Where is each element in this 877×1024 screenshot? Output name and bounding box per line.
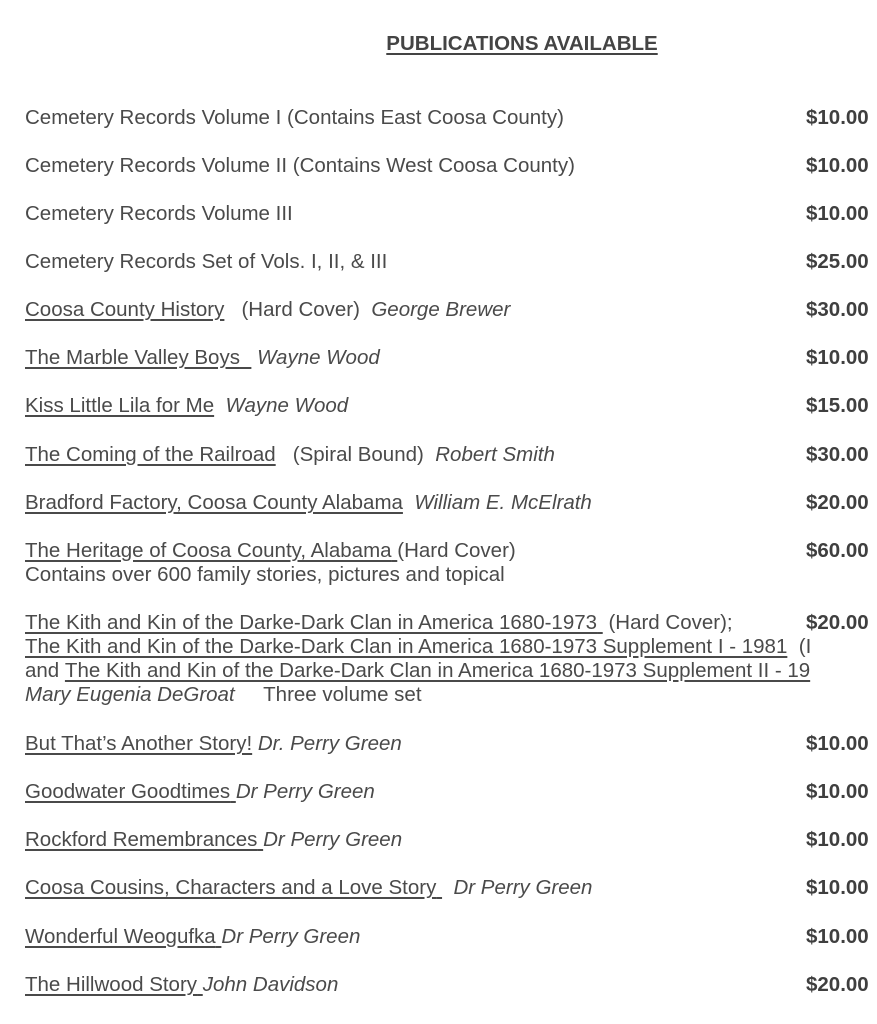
book-title: Goodwater Goodtimes — [25, 780, 231, 803]
book-title: The Coming of the Railroad — [25, 443, 276, 466]
item-text: Cemetery Records Volume III — [25, 202, 293, 225]
book-title: Rockford Remembrances — [25, 828, 258, 851]
list-item — [25, 828, 877, 852]
book-format: (I — [798, 635, 812, 658]
book-title: Wonderful Weogufka — [25, 925, 216, 948]
book-title: The Marble Valley Boys — [25, 346, 240, 369]
book-author: Robert Smith — [435, 443, 555, 466]
item-text: Cemetery Records Volume II (Contains West Coosa County) — [25, 154, 575, 177]
item-price: $20.00 — [802, 611, 869, 635]
list-item — [25, 973, 877, 997]
book-note: Three volume set — [263, 683, 422, 706]
book-author: Wayne Wood — [225, 394, 349, 417]
list-item — [25, 780, 877, 804]
item-price: $60.00 — [806, 539, 869, 562]
book-title-supplement-2: The Kith and Kin of the Darke-Dark Clan in America 1680-1973 Supplement II - 19 — [64, 659, 811, 682]
book-note: Contains over 600 family stories, pictures and topical — [25, 563, 505, 586]
book-title: Coosa Cousins, Characters and a Love Story — [25, 876, 437, 899]
item-price: $10.00 — [806, 106, 869, 129]
list-item — [25, 106, 877, 130]
book-title: The Kith and Kin of the Darke-Dark Clan in America 1680-1973 — [25, 611, 598, 634]
book-author: George Brewer — [371, 298, 511, 321]
item-price: $15.00 — [806, 394, 869, 417]
item-price: $25.00 — [806, 250, 869, 273]
book-author: Dr Perry Green — [235, 780, 375, 803]
book-title: Coosa County History — [25, 298, 225, 321]
book-format: (Hard Cover); — [608, 611, 733, 634]
book-author: William E. McElrath — [414, 491, 592, 514]
item-price: $30.00 — [806, 443, 869, 466]
list-item — [25, 202, 877, 226]
book-author: Dr. Perry Green — [257, 732, 402, 755]
book-title: The Heritage of Coosa County, Alabama — [25, 539, 392, 562]
page-title: PUBLICATIONS AVAILABLE — [386, 32, 658, 55]
list-item — [25, 154, 877, 178]
item-price: $20.00 — [806, 973, 869, 996]
list-item — [25, 925, 877, 949]
book-title: But That’s Another Story! — [25, 732, 253, 755]
book-author: Dr Perry Green — [221, 925, 361, 948]
book-format: (Spiral Bound) — [292, 443, 424, 466]
book-title: The Hillwood Story — [25, 973, 198, 996]
item-price: $30.00 — [806, 298, 869, 321]
item-price: $10.00 — [806, 202, 869, 225]
list-item — [25, 876, 877, 900]
list-item — [25, 732, 877, 756]
item-text: Cemetery Records Volume I (Contains East Coosa County) — [25, 106, 564, 129]
list-item — [25, 443, 877, 467]
item-price: $10.00 — [806, 154, 869, 177]
book-title-supplement-1: The Kith and Kin of the Darke-Dark Clan in America 1680-1973 Supplement I - 1981 — [25, 635, 788, 658]
list-item — [25, 346, 877, 370]
list-item — [25, 611, 877, 707]
book-title: Kiss Little Lila for Me — [25, 394, 215, 417]
item-price: $10.00 — [806, 876, 869, 899]
book-author: John Davidson — [202, 973, 339, 996]
book-author: Wayne Wood — [257, 346, 380, 369]
item-price: $10.00 — [806, 828, 869, 851]
item-price: $20.00 — [806, 491, 869, 514]
list-item — [25, 250, 877, 274]
list-item — [25, 491, 877, 515]
item-price: $10.00 — [806, 780, 869, 803]
book-author: Mary Eugenia DeGroat — [25, 683, 235, 706]
item-price: $10.00 — [806, 732, 869, 755]
item-price: $10.00 — [806, 925, 869, 948]
item-text: Cemetery Records Set of Vols. I, II, & III — [25, 250, 388, 273]
book-format: (Hard Cover) — [397, 539, 516, 562]
conjunction-text: and — [25, 659, 60, 682]
book-format: (Hard Cover) — [241, 298, 360, 321]
list-item — [25, 539, 877, 587]
list-item — [25, 394, 877, 418]
item-price: $10.00 — [806, 346, 869, 369]
list-item — [25, 298, 877, 322]
book-title: Bradford Factory, Coosa County Alabama — [25, 491, 403, 514]
book-author: Dr Perry Green — [263, 828, 403, 851]
book-author: Dr Perry Green — [453, 876, 593, 899]
